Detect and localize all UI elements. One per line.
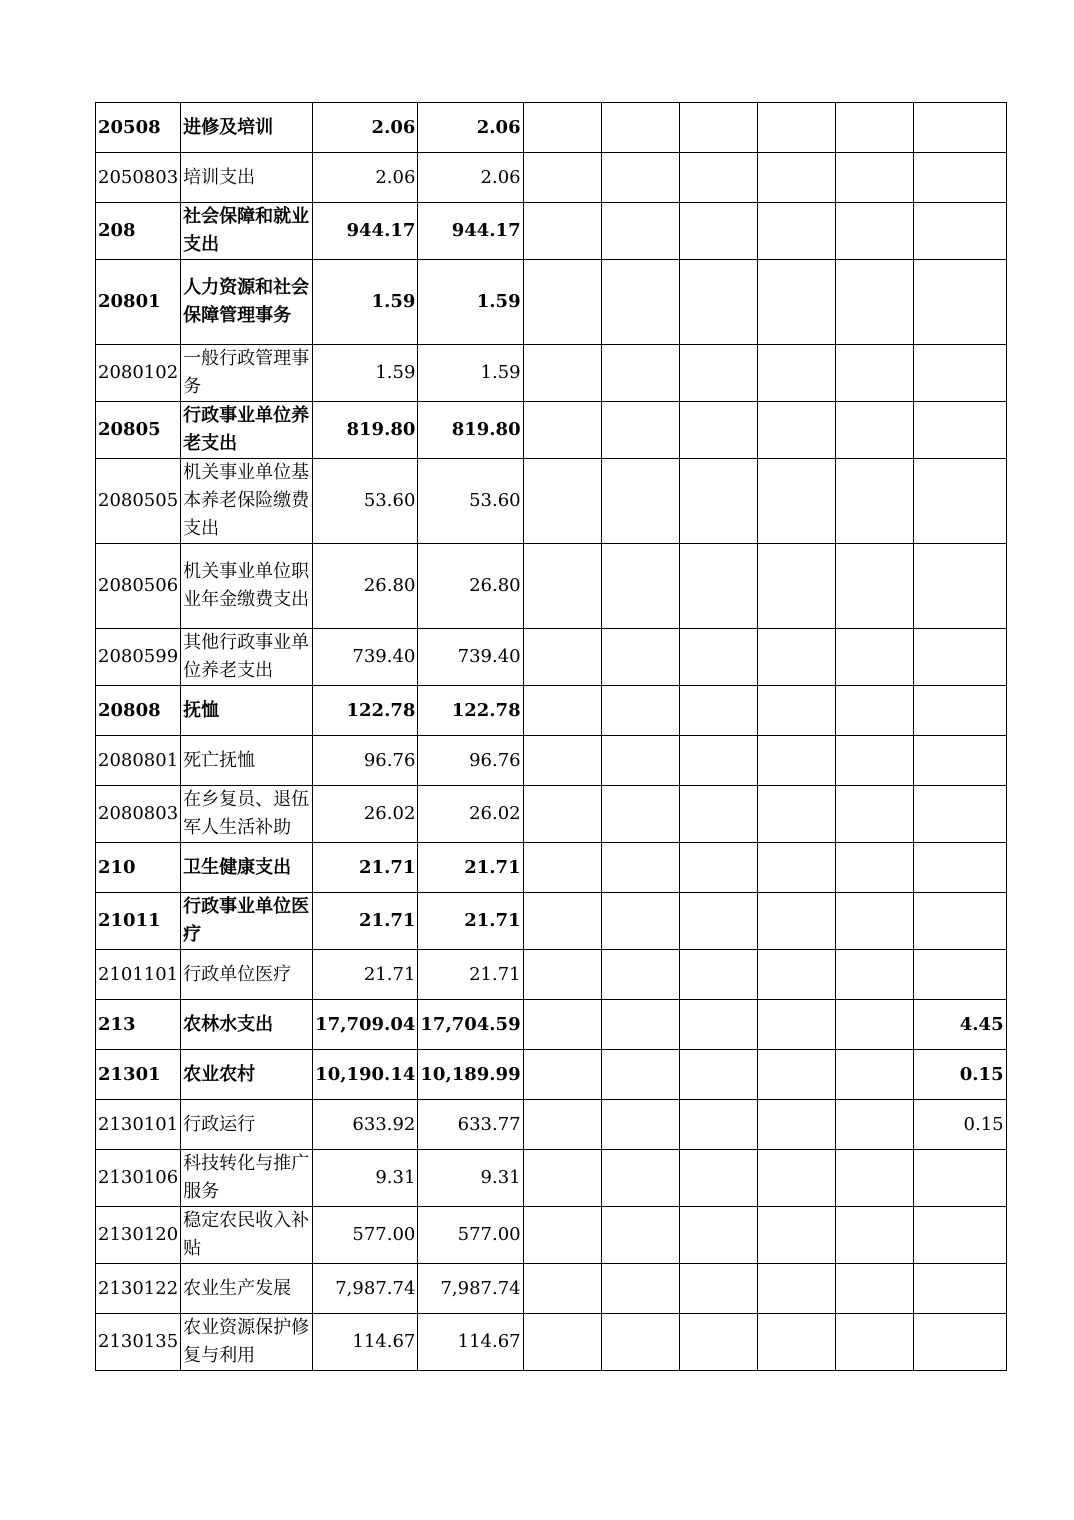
- empty-cell: [679, 345, 757, 402]
- empty-cell: [601, 950, 679, 1000]
- table-row: [96, 1207, 1007, 1264]
- empty-cell: [523, 786, 601, 843]
- name-cell: 机关事业单位职业年金缴费支出: [181, 544, 313, 629]
- empty-cell: [601, 544, 679, 629]
- total-cell: 9.31: [313, 1150, 418, 1207]
- basic-cell: 819.80: [418, 402, 523, 459]
- basic-cell: 96.76: [418, 736, 523, 786]
- budget-table: [95, 102, 1007, 1371]
- empty-cell: [835, 686, 913, 736]
- empty-cell: [757, 736, 835, 786]
- empty-cell: [835, 402, 913, 459]
- last-cell: [913, 544, 1006, 629]
- empty-cell: [523, 1150, 601, 1207]
- last-cell: [913, 103, 1006, 153]
- empty-cell: [835, 1207, 913, 1264]
- empty-cell: [523, 1264, 601, 1314]
- empty-cell: [757, 1050, 835, 1100]
- basic-cell: 2.06: [418, 103, 523, 153]
- empty-cell: [835, 736, 913, 786]
- name-cell: 抚恤: [181, 686, 313, 736]
- empty-cell: [835, 950, 913, 1000]
- name-cell: 农业生产发展: [181, 1264, 313, 1314]
- last-cell: [913, 203, 1006, 260]
- empty-cell: [835, 1150, 913, 1207]
- code-cell: 20805: [96, 402, 181, 459]
- table-body: [96, 103, 1007, 1371]
- empty-cell: [679, 1100, 757, 1150]
- last-cell: 0.15: [913, 1100, 1006, 1150]
- empty-cell: [679, 1000, 757, 1050]
- table-row: [96, 1100, 1007, 1150]
- basic-cell: 21.71: [418, 893, 523, 950]
- empty-cell: [601, 153, 679, 203]
- code-cell: 21301: [96, 1050, 181, 1100]
- code-cell: 2130106: [96, 1150, 181, 1207]
- empty-cell: [523, 260, 601, 345]
- empty-cell: [757, 950, 835, 1000]
- table-row: [96, 260, 1007, 345]
- last-cell: [913, 1264, 1006, 1314]
- empty-cell: [601, 1264, 679, 1314]
- table-row: [96, 544, 1007, 629]
- empty-cell: [679, 1264, 757, 1314]
- basic-cell: 21.71: [418, 843, 523, 893]
- code-cell: 208: [96, 203, 181, 260]
- table-row: [96, 629, 1007, 686]
- basic-cell: 633.77: [418, 1100, 523, 1150]
- basic-cell: 739.40: [418, 629, 523, 686]
- name-cell: 农业农村: [181, 1050, 313, 1100]
- empty-cell: [835, 629, 913, 686]
- basic-cell: 577.00: [418, 1207, 523, 1264]
- basic-cell: 2.06: [418, 153, 523, 203]
- table-row: [96, 203, 1007, 260]
- table-row: [96, 786, 1007, 843]
- table-row: [96, 843, 1007, 893]
- code-cell: 213: [96, 1000, 181, 1050]
- empty-cell: [835, 260, 913, 345]
- total-cell: 26.02: [313, 786, 418, 843]
- total-cell: 21.71: [313, 893, 418, 950]
- last-cell: [913, 786, 1006, 843]
- empty-cell: [523, 1314, 601, 1371]
- basic-cell: 944.17: [418, 203, 523, 260]
- code-cell: 20508: [96, 103, 181, 153]
- name-cell: 行政事业单位医疗: [181, 893, 313, 950]
- name-cell: 农业资源保护修复与利用: [181, 1314, 313, 1371]
- total-cell: 17,709.04: [313, 1000, 418, 1050]
- code-cell: 2080505: [96, 459, 181, 544]
- empty-cell: [601, 686, 679, 736]
- empty-cell: [679, 736, 757, 786]
- name-cell: 一般行政管理事务: [181, 345, 313, 402]
- total-cell: 21.71: [313, 843, 418, 893]
- empty-cell: [601, 1100, 679, 1150]
- code-cell: 2130120: [96, 1207, 181, 1264]
- empty-cell: [757, 1000, 835, 1050]
- last-cell: [913, 686, 1006, 736]
- empty-cell: [757, 544, 835, 629]
- table-row: [96, 736, 1007, 786]
- basic-cell: 21.71: [418, 950, 523, 1000]
- name-cell: 其他行政事业单位养老支出: [181, 629, 313, 686]
- basic-cell: 53.60: [418, 459, 523, 544]
- last-cell: [913, 1314, 1006, 1371]
- empty-cell: [679, 402, 757, 459]
- name-cell: 人力资源和社会保障管理事务: [181, 260, 313, 345]
- empty-cell: [523, 153, 601, 203]
- empty-cell: [679, 893, 757, 950]
- basic-cell: 10,189.99: [418, 1050, 523, 1100]
- table-row: [96, 1150, 1007, 1207]
- total-cell: 739.40: [313, 629, 418, 686]
- empty-cell: [523, 402, 601, 459]
- total-cell: 1.59: [313, 345, 418, 402]
- empty-cell: [601, 1000, 679, 1050]
- last-cell: [913, 736, 1006, 786]
- code-cell: 2050803: [96, 153, 181, 203]
- code-cell: 2080102: [96, 345, 181, 402]
- table-row: [96, 459, 1007, 544]
- empty-cell: [757, 459, 835, 544]
- empty-cell: [679, 459, 757, 544]
- code-cell: 2080801: [96, 736, 181, 786]
- empty-cell: [757, 629, 835, 686]
- empty-cell: [679, 1207, 757, 1264]
- empty-cell: [601, 459, 679, 544]
- empty-cell: [679, 544, 757, 629]
- empty-cell: [523, 1207, 601, 1264]
- empty-cell: [679, 1314, 757, 1371]
- empty-cell: [601, 203, 679, 260]
- basic-cell: 1.59: [418, 345, 523, 402]
- empty-cell: [835, 459, 913, 544]
- empty-cell: [523, 950, 601, 1000]
- total-cell: 7,987.74: [313, 1264, 418, 1314]
- empty-cell: [601, 736, 679, 786]
- empty-cell: [679, 686, 757, 736]
- empty-cell: [679, 1150, 757, 1207]
- last-cell: [913, 459, 1006, 544]
- total-cell: 122.78: [313, 686, 418, 736]
- name-cell: 进修及培训: [181, 103, 313, 153]
- last-cell: [913, 1207, 1006, 1264]
- empty-cell: [757, 1264, 835, 1314]
- last-cell: [913, 629, 1006, 686]
- basic-cell: 26.02: [418, 786, 523, 843]
- empty-cell: [523, 459, 601, 544]
- empty-cell: [835, 1050, 913, 1100]
- empty-cell: [757, 1150, 835, 1207]
- total-cell: 1.59: [313, 260, 418, 345]
- empty-cell: [679, 786, 757, 843]
- empty-cell: [757, 402, 835, 459]
- empty-cell: [757, 153, 835, 203]
- empty-cell: [523, 629, 601, 686]
- empty-cell: [835, 203, 913, 260]
- empty-cell: [523, 893, 601, 950]
- empty-cell: [757, 203, 835, 260]
- empty-cell: [523, 843, 601, 893]
- last-cell: [913, 153, 1006, 203]
- empty-cell: [757, 1100, 835, 1150]
- last-cell: [913, 1150, 1006, 1207]
- empty-cell: [523, 345, 601, 402]
- empty-cell: [679, 950, 757, 1000]
- table-row: [96, 1050, 1007, 1100]
- empty-cell: [523, 736, 601, 786]
- basic-cell: 17,704.59: [418, 1000, 523, 1050]
- empty-cell: [835, 1100, 913, 1150]
- empty-cell: [679, 103, 757, 153]
- name-cell: 行政运行: [181, 1100, 313, 1150]
- empty-cell: [757, 345, 835, 402]
- empty-cell: [757, 103, 835, 153]
- empty-cell: [523, 1000, 601, 1050]
- empty-cell: [601, 402, 679, 459]
- name-cell: 社会保障和就业支出: [181, 203, 313, 260]
- last-cell: [913, 893, 1006, 950]
- empty-cell: [523, 203, 601, 260]
- empty-cell: [679, 1050, 757, 1100]
- total-cell: 577.00: [313, 1207, 418, 1264]
- name-cell: 卫生健康支出: [181, 843, 313, 893]
- empty-cell: [679, 153, 757, 203]
- empty-cell: [757, 260, 835, 345]
- name-cell: 死亡抚恤: [181, 736, 313, 786]
- empty-cell: [679, 629, 757, 686]
- empty-cell: [835, 544, 913, 629]
- code-cell: 2130122: [96, 1264, 181, 1314]
- last-cell: [913, 950, 1006, 1000]
- empty-cell: [757, 1207, 835, 1264]
- code-cell: 20801: [96, 260, 181, 345]
- empty-cell: [679, 203, 757, 260]
- name-cell: 行政单位医疗: [181, 950, 313, 1000]
- code-cell: 2130135: [96, 1314, 181, 1371]
- table-row: [96, 1000, 1007, 1050]
- table-row: [96, 103, 1007, 153]
- table-row: [96, 402, 1007, 459]
- table-row: [96, 1264, 1007, 1314]
- empty-cell: [523, 544, 601, 629]
- basic-cell: 122.78: [418, 686, 523, 736]
- empty-cell: [601, 843, 679, 893]
- last-cell: [913, 843, 1006, 893]
- total-cell: 944.17: [313, 203, 418, 260]
- empty-cell: [601, 260, 679, 345]
- name-cell: 科技转化与推广服务: [181, 1150, 313, 1207]
- name-cell: 培训支出: [181, 153, 313, 203]
- total-cell: 114.67: [313, 1314, 418, 1371]
- code-cell: 210: [96, 843, 181, 893]
- table-row: [96, 153, 1007, 203]
- empty-cell: [757, 893, 835, 950]
- last-cell: 4.45: [913, 1000, 1006, 1050]
- total-cell: 633.92: [313, 1100, 418, 1150]
- basic-cell: 114.67: [418, 1314, 523, 1371]
- total-cell: 26.80: [313, 544, 418, 629]
- code-cell: 2080599: [96, 629, 181, 686]
- name-cell: 行政事业单位养老支出: [181, 402, 313, 459]
- basic-cell: 7,987.74: [418, 1264, 523, 1314]
- empty-cell: [601, 629, 679, 686]
- empty-cell: [523, 686, 601, 736]
- empty-cell: [835, 153, 913, 203]
- total-cell: 21.71: [313, 950, 418, 1000]
- table-row: [96, 345, 1007, 402]
- code-cell: 2130101: [96, 1100, 181, 1150]
- table-row: [96, 686, 1007, 736]
- empty-cell: [601, 103, 679, 153]
- empty-cell: [601, 345, 679, 402]
- empty-cell: [679, 260, 757, 345]
- name-cell: 农林水支出: [181, 1000, 313, 1050]
- code-cell: 2080506: [96, 544, 181, 629]
- empty-cell: [835, 893, 913, 950]
- empty-cell: [835, 1264, 913, 1314]
- code-cell: 21011: [96, 893, 181, 950]
- empty-cell: [757, 786, 835, 843]
- basic-cell: 9.31: [418, 1150, 523, 1207]
- empty-cell: [835, 1000, 913, 1050]
- empty-cell: [757, 1314, 835, 1371]
- empty-cell: [601, 786, 679, 843]
- empty-cell: [835, 103, 913, 153]
- empty-cell: [601, 893, 679, 950]
- empty-cell: [601, 1050, 679, 1100]
- table-row: [96, 893, 1007, 950]
- empty-cell: [835, 1314, 913, 1371]
- table-row: [96, 1314, 1007, 1371]
- code-cell: 20808: [96, 686, 181, 736]
- code-cell: 2080803: [96, 786, 181, 843]
- last-cell: 0.15: [913, 1050, 1006, 1100]
- basic-cell: 26.80: [418, 544, 523, 629]
- empty-cell: [835, 345, 913, 402]
- total-cell: 2.06: [313, 103, 418, 153]
- empty-cell: [835, 843, 913, 893]
- empty-cell: [523, 103, 601, 153]
- empty-cell: [601, 1150, 679, 1207]
- last-cell: [913, 260, 1006, 345]
- total-cell: 819.80: [313, 402, 418, 459]
- last-cell: [913, 345, 1006, 402]
- total-cell: 2.06: [313, 153, 418, 203]
- name-cell: 稳定农民收入补贴: [181, 1207, 313, 1264]
- total-cell: 10,190.14: [313, 1050, 418, 1100]
- empty-cell: [757, 686, 835, 736]
- code-cell: 2101101: [96, 950, 181, 1000]
- empty-cell: [679, 843, 757, 893]
- empty-cell: [601, 1314, 679, 1371]
- empty-cell: [835, 786, 913, 843]
- name-cell: 机关事业单位基本养老保险缴费支出: [181, 459, 313, 544]
- empty-cell: [601, 1207, 679, 1264]
- empty-cell: [757, 843, 835, 893]
- total-cell: 53.60: [313, 459, 418, 544]
- empty-cell: [523, 1100, 601, 1150]
- last-cell: [913, 402, 1006, 459]
- basic-cell: 1.59: [418, 260, 523, 345]
- name-cell: 在乡复员、退伍军人生活补助: [181, 786, 313, 843]
- total-cell: 96.76: [313, 736, 418, 786]
- table-row: [96, 950, 1007, 1000]
- empty-cell: [523, 1050, 601, 1100]
